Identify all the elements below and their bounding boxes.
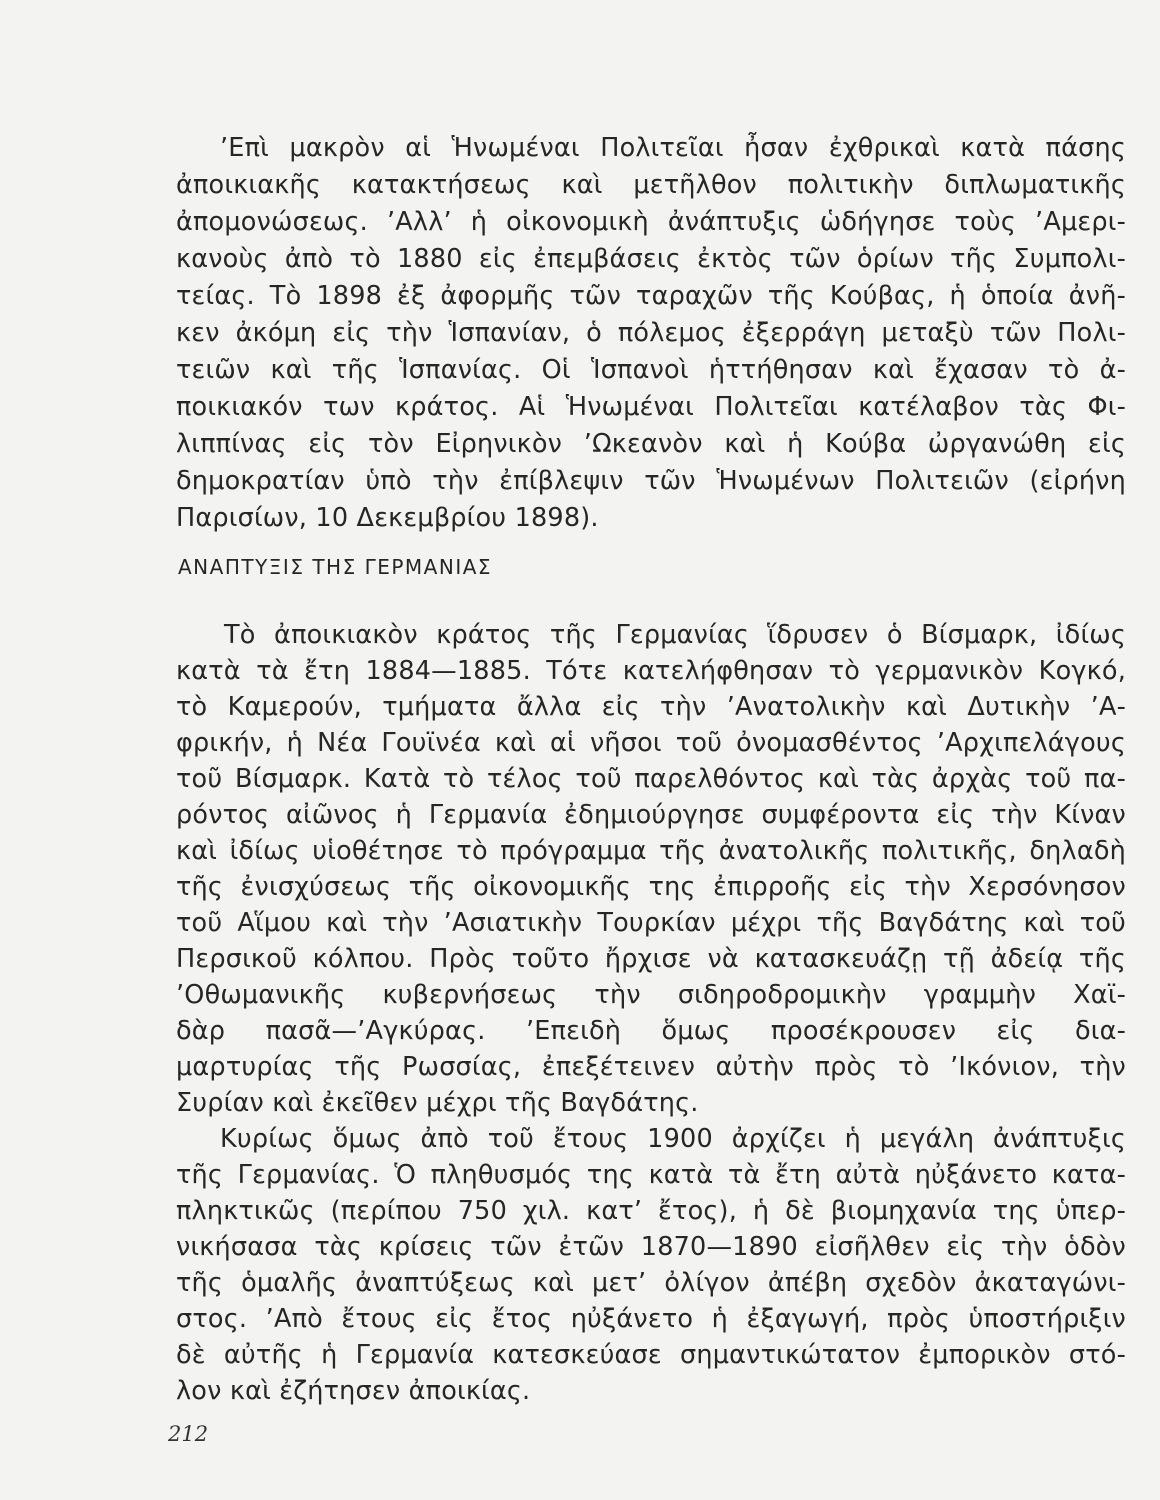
text-line: τῆς ὁμαλῆς ἀναπτύξεως καὶ μετ’ ὀλίγον ἀπέβη σχεδὸν ἀκαταγώνι-: [176, 1268, 1126, 1298]
text-line: στος. ’Απὸ ἔτους εἰς ἔτος ηὐξάνετο ἡ ἐξαγωγή, πρὸς ὑποστήριξιν: [176, 1304, 1126, 1334]
text-line: Συρίαν καὶ ἐκεῖθεν μέχρι τῆς Βαγδάτης.: [176, 1088, 699, 1118]
text-line: λον καὶ ἐζήτησεν ἀποικίας.: [176, 1376, 531, 1406]
text-line: τὸ Καμερούν, τμήματα ἄλλα εἰς τὴν ’Ανατολικὴν καὶ Δυτικὴν ’Α-: [176, 692, 1126, 722]
text-line: νικήσασα τὰς κρίσεις τῶν ἐτῶν 1870—1890 εἰσῆλθεν εἰς τὴν ὁδὸν: [176, 1232, 1126, 1262]
text-line: ἀπομονώσεως. ’Αλλ’ ἡ οἰκονομικὴ ἀνάπτυξις ὡδήγησε τοὺς ’Αμερι-: [176, 207, 1126, 237]
text-line: Τὸ ἀποικιακὸν κράτος τῆς Γερμανίας ἵδρυσεν ὁ Βίσμαρκ, ἰδίως: [224, 620, 1126, 650]
text-line: ποικιακόν των κράτος. Αἱ Ἡνωμέναι Πολιτεῖαι κατέλαβον τὰς Φι-: [176, 392, 1126, 422]
text-line: δὰρ πασᾶ—’Αγκύρας. ’Επειδὴ ὅμως προσέκρουσεν εἰς δια-: [176, 1016, 1126, 1046]
section-heading: ΑΝΑΠΤΥΞΙΣ ΤΗΣ ΓΕΡΜΑΝΙΑΣ: [178, 555, 493, 579]
text-line: φρικήν, ἡ Νέα Γουϊνέα καὶ αἱ νῆσοι τοῦ ὀνομασθέντος ’Αρχιπελάγους: [176, 728, 1126, 758]
text-line: ’Οθωμανικῆς κυβερνήσεως τὴν σιδηροδρομικὴν γραμμὴν Χαϊ-: [176, 980, 1126, 1010]
text-line: Περσικοῦ κόλπου. Πρὸς τοῦτο ἤρχισε νὰ κατασκευάζῃ τῇ ἀδείᾳ τῆς: [176, 944, 1126, 974]
text-line: μαρτυρίας τῆς Ρωσσίας, ἐπεξέτεινεν αὐτὴν πρὸς τὸ ’Ικόνιον, τὴν: [176, 1052, 1126, 1082]
page-number: 212: [168, 1422, 209, 1446]
text-line: δημοκρατίαν ὑπὸ τὴν ἐπίβλεψιν τῶν Ἡνωμένων Πολιτειῶν (εἰρήνη: [176, 466, 1126, 496]
text-line: τείας. Τὸ 1898 ἐξ ἀφορμῆς τῶν ταραχῶν τῆς Κούβας, ἡ ὁποία ἀνῆ-: [176, 281, 1126, 311]
text-line: λιππίνας εἰς τὸν Εἰρηνικὸν ’Ωκεανὸν καὶ ἡ Κούβα ὠργανώθη εἰς: [176, 429, 1126, 459]
text-line: ’Επὶ μακρὸν αἱ Ἡνωμέναι Πολιτεῖαι ἦσαν ἐχθρικαὶ κατὰ πάσης: [220, 133, 1126, 163]
text-line: Κυρίως ὅμως ἀπὸ τοῦ ἔτους 1900 ἀρχίζει ἡ μεγάλη ἀνάπτυξις: [220, 1124, 1126, 1154]
text-line: τοῦ Αἵμου καὶ τὴν ’Ασιατικὴν Τουρκίαν μέχρι τῆς Βαγδάτης καὶ τοῦ: [176, 908, 1126, 938]
text-line: τοῦ Βίσμαρκ. Κατὰ τὸ τέλος τοῦ παρελθόντος καὶ τὰς ἀρχὰς τοῦ πα-: [176, 764, 1126, 794]
text-line: Παρισίων, 10 Δεκεμβρίου 1898).: [176, 503, 599, 533]
text-line: τειῶν καὶ τῆς Ἱσπανίας. Οἱ Ἱσπανοὶ ἡττήθησαν καὶ ἔχασαν τὸ ἀ-: [176, 355, 1126, 385]
text-line: καὶ ἰδίως υἱοθέτησε τὸ πρόγραμμα τῆς ἀνατολικῆς πολιτικῆς, δηλαδὴ: [176, 836, 1126, 866]
text-line: κατὰ τὰ ἔτη 1884—1885. Τότε κατελήφθησαν τὸ γερμανικὸν Κογκό,: [176, 656, 1126, 686]
text-line: τῆς ἐνισχύσεως τῆς οἰκονομικῆς της ἐπιρροῆς εἰς τὴν Χερσόνησον: [176, 872, 1126, 902]
text-line: ἀποικιακῆς κατακτήσεως καὶ μετῆλθον πολιτικὴν διπλωματικῆς: [176, 170, 1126, 200]
text-line: πληκτικῶς (περίπου 750 χιλ. κατ’ ἔτος), ἡ δὲ βιομηχανία της ὑπερ-: [176, 1196, 1126, 1226]
text-line: κανοὺς ἀπὸ τὸ 1880 εἰς ἐπεμβάσεις ἐκτὸς τῶν ὁρίων τῆς Συμπολι-: [176, 244, 1126, 274]
text-line: δὲ αὐτῆς ἡ Γερμανία κατεσκεύασε σημαντικώτατον ἐμπορικὸν στό-: [176, 1340, 1126, 1370]
text-line: ρόντος αἰῶνος ἡ Γερμανία ἐδημιούργησε συμφέροντα εἰς τὴν Κίναν: [176, 800, 1126, 830]
text-line: κεν ἀκόμη εἰς τὴν Ἱσπανίαν, ὁ πόλεμος ἐξερράγη μεταξὺ τῶν Πολι-: [176, 318, 1126, 348]
text-line: τῆς Γερμανίας. Ὁ πληθυσμός της κατὰ τὰ ἔτη αὐτὰ ηὐξάνετο κατα-: [176, 1160, 1126, 1190]
